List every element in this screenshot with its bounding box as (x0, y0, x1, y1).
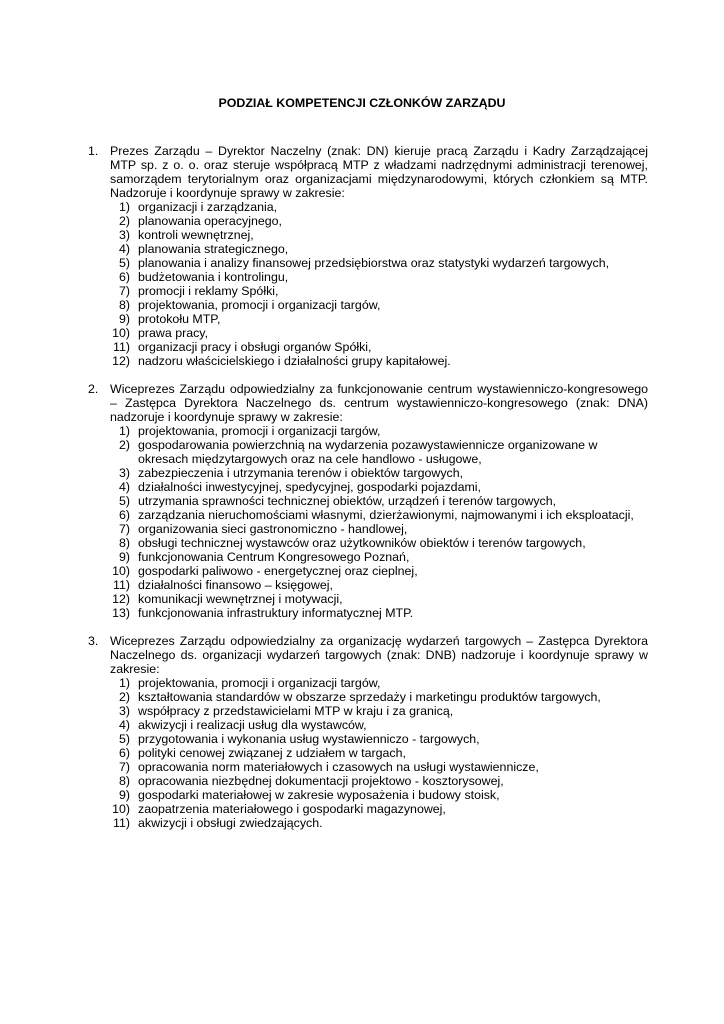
competence-list (110, 424, 648, 620)
list-item: 9) funkcjonowania Centrum Kongresowego Poznań, (118, 550, 410, 564)
list-item: 1) projektowania, promocji i organizacji targów, (118, 676, 381, 690)
list-item: 7) promocji i reklamy Spółki, (118, 284, 279, 298)
section-vice-president-dna (88, 382, 648, 620)
list-item: 8) projektowania, promocji i organizacji targów, (118, 298, 381, 312)
list-item: 11) akwizycji i obsługi zwiedzających. (113, 816, 323, 830)
list-item: 7) organizowania sieci gastronomiczno - handlowej, (118, 522, 408, 536)
list-item: 2) gospodarowania powierzchnią na wydarzenia pozawystawiennicze organizowane w okresach międzytargowych oraz na cele handlowo - usługowe, (118, 438, 598, 466)
list-item: 7) opracowania norm materiałowych i czasowych na usługi wystawiennicze, (118, 760, 539, 774)
list-item: 4) planowania strategicznego, (118, 242, 289, 256)
list-item: 8) obsługi technicznej wystawców oraz użytkowników obiektów i terenów targowych, (118, 536, 586, 550)
section-intro: Wiceprezes Zarządu odpowiedzialny za organizację wydarzeń targowych – Zastępca Dyrektora Naczelnego ds. organizacji wydarzeń targowych (znak: DNB) nadzoruje i koordynuje sprawy w zakresie: (110, 634, 648, 676)
list-item: 2) planowania operacyjnego, (118, 214, 282, 228)
section-intro: Wiceprezes Zarządu odpowiedzialny za funkcjonowanie centrum wystawienniczo-kongresowego – Zastępca Dyrektora Naczelnego ds. centrum wystawienniczo-kongresowego (znak: DNA) nadzoruje i koordynuje sprawy w zakresie: (110, 382, 648, 424)
section-number: 2. (88, 382, 99, 396)
competence-list (110, 676, 648, 830)
competence-list (110, 200, 648, 368)
list-item: 6) budżetowania i kontrolingu, (118, 270, 289, 284)
list-item: 5) planowania i analizy finansowej przedsiębiorstwa oraz statystyki wydarzeń targowych, (118, 256, 610, 270)
section-number: 3. (88, 634, 99, 648)
list-item: 9) gospodarki materiałowej w zakresie wyposażenia i budowy stoisk, (118, 788, 500, 802)
list-item: 1) organizacji i zarządzania, (118, 200, 278, 214)
list-item: 3) kontroli wewnętrznej, (118, 228, 254, 242)
list-item: 10) prawa pracy, (112, 326, 209, 340)
list-item: 10) gospodarki paliwowo - energetycznej oraz cieplnej, (112, 564, 418, 578)
list-item: 1) projektowania, promocji i organizacji targów, (118, 424, 381, 438)
list-item: 2) kształtowania standardów w obszarze sprzedaży i marketingu produktów targowych, (118, 690, 601, 704)
list-item: 4) działalności inwestycyjnej, spedycyjnej, gospodarki pojazdami, (118, 480, 481, 494)
section-intro: Prezes Zarządu – Dyrektor Naczelny (znak: DN) kieruje pracą Zarządu i Kadry Zarządzającej MTP sp. z o. o. oraz steruje współpracą MTP z władzami nadrzędnymi administracji terenowej, samorządem terytorialnym oraz organizacjami międzynarodowymi, których członkiem są MTP. Nadzoruje i koordynuje sprawy w zakresie: (110, 144, 648, 200)
list-item: 3) współpracy z przedstawicielami MTP w kraju i za granicą, (118, 704, 454, 718)
list-item: 6) polityki cenowej związanej z udziałem w targach, (118, 746, 406, 760)
list-item: 10) zaopatrzenia materiałowego i gospodarki magazynowej, (112, 802, 446, 816)
list-item: 13) funkcjonowania infrastruktury informatycznej MTP. (112, 606, 414, 620)
list-item: 5) utrzymania sprawności technicznej obiektów, urządzeń i terenów targowych, (118, 494, 557, 508)
section-vice-president-dnb (88, 634, 648, 830)
section-president (88, 144, 648, 368)
list-item: 5) przygotowania i wykonania usług wystawienniczo - targowych, (118, 732, 480, 746)
list-item: 6) zarządzania nieruchomościami własnymi, dzierżawionymi, najmowanymi i ich eksploatacji, (118, 508, 634, 522)
list-item: 9) protokołu MTP, (118, 312, 221, 326)
list-item: 12) nadzoru właścicielskiego i działalności grupy kapitałowej. (112, 354, 451, 368)
section-number: 1. (88, 144, 99, 158)
list-item: 4) akwizycji i realizacji usług dla wystawców, (118, 718, 367, 732)
list-item: 3) zabezpieczenia i utrzymania terenów i obiektów targowych, (118, 466, 464, 480)
list-item: 11) organizacji pracy i obsługi organów Spółki, (113, 340, 372, 354)
list-item: 8) opracowania niezbędnej dokumentacji projektowo - kosztorysowej, (118, 774, 504, 788)
page-title: PODZIAŁ KOMPETENCJI CZŁONKÓW ZARZĄDU (218, 96, 506, 110)
list-item: 11) działalności finansowo – księgowej, (113, 578, 333, 592)
list-item: 12) komunikacji wewnętrznej i motywacji, (112, 592, 343, 606)
